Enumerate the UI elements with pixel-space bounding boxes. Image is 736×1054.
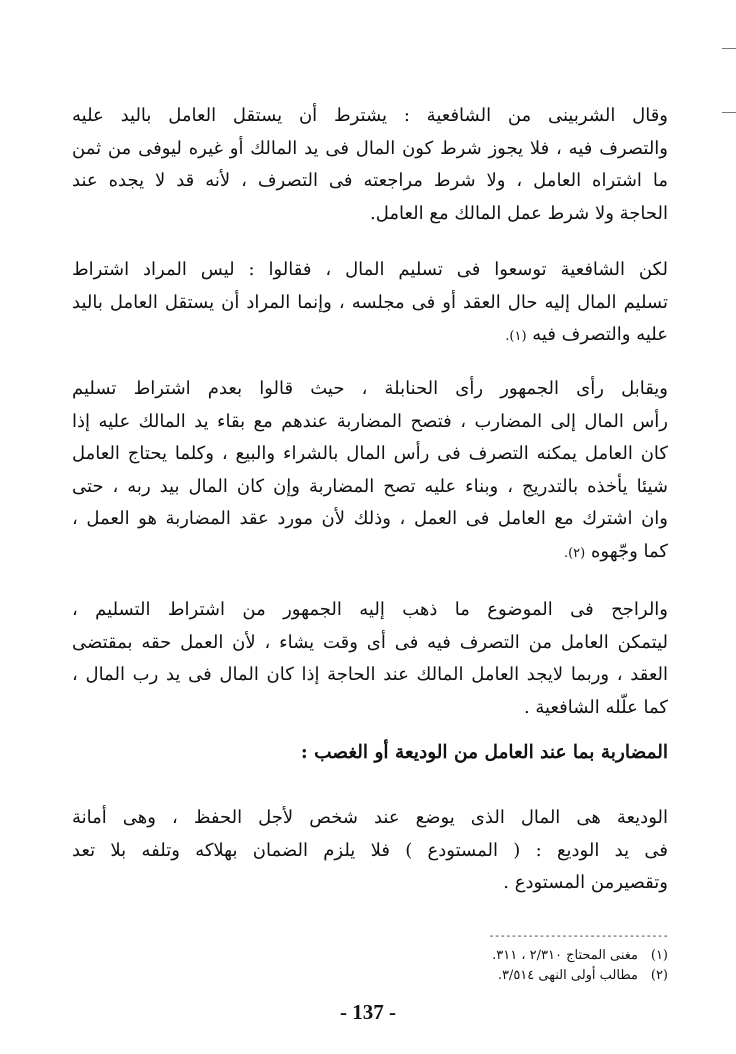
text-line: كما علّله الشافعية .: [523, 696, 668, 718]
text-line: الحاجة ولا شرط عمل المالك مع العامل.: [370, 202, 668, 224]
text-line: الوديعة هى المال الذى يوضع عند شخص لأجل الحفظ ، وهى أمانة: [72, 807, 668, 828]
footnote-text: مطالب أولى النهى ٣/٥١٤.: [497, 968, 638, 983]
text-line: وتقصيرمن المستودع .: [503, 872, 668, 893]
footnote-text: مغنى المحتاج ٢/٣١٠ ، ٣١١.: [492, 948, 638, 963]
text-line: عليه والتصرف فيه: [532, 324, 668, 345]
page-number: - 137 -: [340, 1000, 396, 1024]
paragraph-2: [72, 254, 668, 354]
text-line: رأس المال إلى المضارب ، فتصح المضاربة عندهم مع بقاء يد المالك عليه إذا: [72, 410, 668, 432]
footnote-ref-2: (٢).: [563, 545, 586, 561]
text-line: تسليم المال إليه حال العقد أو فى مجلسه ، وإنما المراد أن يستقل العامل باليد: [72, 291, 669, 313]
text-line: والراجح فى الموضوع ما ذهب إليه الجمهور من اشتراط التسليم ،: [72, 599, 668, 620]
text-line: ما اشتراه العامل ، ولا شرط مراجعته فى التصرف ، لأنه قد لا يجده عند: [72, 170, 668, 191]
text-line: كان العامل يمكنه التصرف فى رأس المال بالشراء والبيع ، وكلما يحتاج العامل: [72, 443, 668, 464]
section-heading: المضاربة بما عند العامل من الوديعة أو الغصب :: [300, 742, 668, 763]
footnote-separator: --------------------------------: [488, 929, 668, 942]
text-line-with-ref: [72, 319, 668, 354]
page-edge-mark: [722, 112, 736, 113]
text-line: شيئا يأخذه بالتدريج ، وبناء عليه تصح المضاربة وإن كان المال بيد ربه ، حتى: [72, 475, 668, 497]
footnote-number: (٢): [650, 968, 668, 983]
text-line: ويقابل رأى الجمهور رأى الحنابلة ، حيث قالوا بعدم اشتراط تسليم: [72, 378, 668, 399]
paragraph-5: [72, 802, 668, 900]
text-line: والتصرف فيه ، فلا يجوز شرط كون المال فى يد المالك أو غيره ليوفى من ثمن: [72, 137, 668, 159]
text-line: كما وجّهوه: [590, 540, 668, 562]
page-edge-mark: [722, 48, 736, 49]
footnote-item: [492, 966, 668, 986]
footnote-item: [492, 946, 668, 966]
paragraph-3: [72, 373, 668, 570]
text-line: لكن الشافعية توسعوا فى تسليم المال ، فقالوا : ليس المراد اشتراط: [72, 259, 668, 280]
paragraph-1: [72, 100, 668, 230]
paragraph-4: [72, 594, 668, 724]
text-line-with-ref: [72, 536, 668, 571]
footnote-ref-1: (١).: [505, 329, 527, 344]
text-line: وان اشترك مع العامل فى العمل ، وذلك لأن مورد عقد المضاربة هو العمل ،: [72, 508, 668, 529]
footnote-number: (١): [650, 948, 668, 963]
footnotes: [492, 946, 668, 986]
text-line: فى يد الوديع : ( المستودع ) فلا يلزم الضمان بهلاكه وتلفه بلا تعد: [72, 839, 668, 861]
text-line: ليتمكن العامل من التصرف فيه فى أى وقت يشاء ، لأن العمل حقه بمقتضى: [72, 631, 668, 653]
text-line: العقد ، وربما لايجد العامل المالك عند الحاجة إذا كان المال فى يد رب المال ،: [72, 664, 668, 685]
text-line: وقال الشربينى من الشافعية : يشترط أن يستقل العامل باليد عليه: [72, 105, 668, 126]
